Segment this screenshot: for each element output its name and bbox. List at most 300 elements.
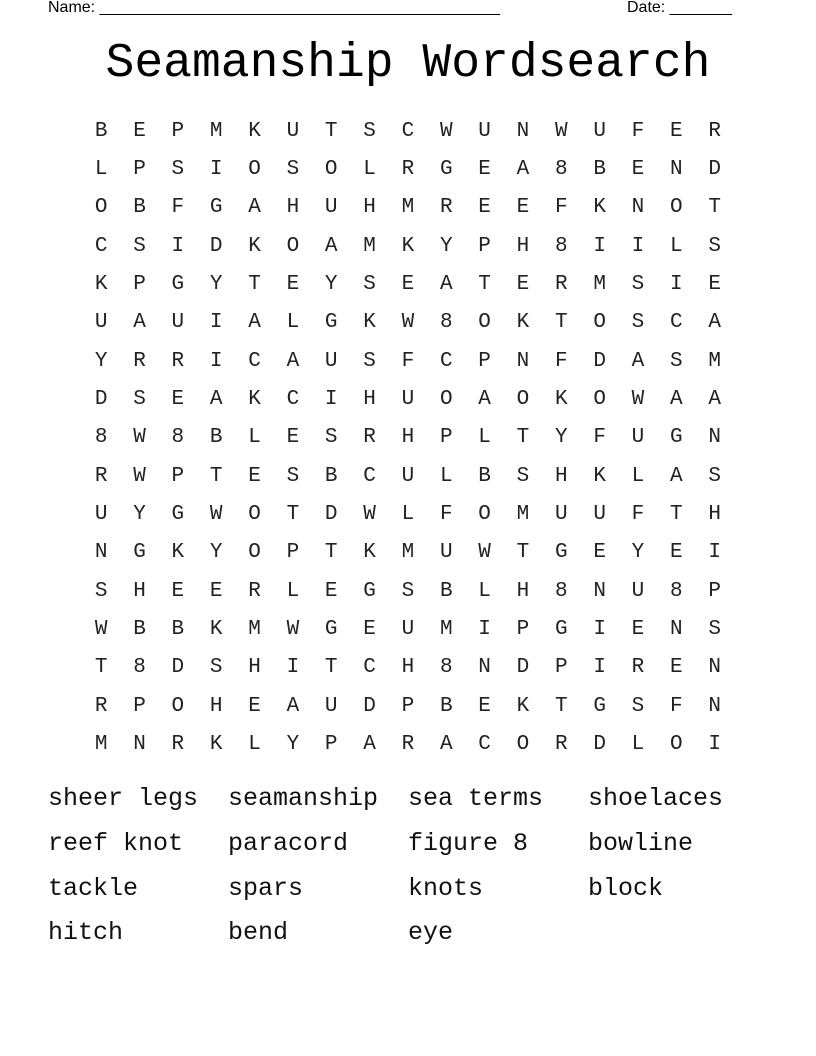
grid-cell[interactable]: U <box>593 503 606 527</box>
grid-cell[interactable]: H <box>286 196 300 220</box>
grid-cell[interactable]: T <box>516 426 530 450</box>
grid-cell[interactable]: S <box>708 464 721 488</box>
grid-cell[interactable]: P <box>133 158 146 182</box>
grid-cell[interactable]: K <box>401 234 415 258</box>
grid-cell[interactable]: 8 <box>439 311 453 335</box>
grid-cell[interactable]: H <box>248 656 261 680</box>
grid-cell[interactable]: N <box>133 733 146 757</box>
grid-cell[interactable]: Y <box>94 349 108 373</box>
grid-cell[interactable]: K <box>516 694 530 718</box>
grid-cell[interactable]: W <box>439 119 453 143</box>
grid-cell[interactable]: O <box>516 388 530 412</box>
grid-cell[interactable]: G <box>363 579 376 603</box>
grid-cell[interactable]: G <box>171 273 185 297</box>
grid-cell[interactable]: L <box>478 579 491 603</box>
grid-cell[interactable]: Y <box>631 541 645 565</box>
grid-cell[interactable]: O <box>286 234 300 258</box>
grid-cell[interactable]: I <box>593 618 606 642</box>
grid-cell[interactable]: D <box>516 656 530 680</box>
grid-cell[interactable]: L <box>286 579 300 603</box>
grid-cell[interactable]: E <box>593 541 606 565</box>
grid-cell[interactable]: F <box>439 503 453 527</box>
grid-cell[interactable]: O <box>171 694 185 718</box>
grid-cell[interactable]: A <box>286 694 300 718</box>
grid-cell[interactable]: L <box>248 426 261 450</box>
grid-cell[interactable]: O <box>439 388 453 412</box>
grid-cell[interactable]: R <box>171 349 185 373</box>
grid-cell[interactable]: C <box>363 464 376 488</box>
grid-cell[interactable]: T <box>324 119 338 143</box>
grid-cell[interactable]: E <box>670 541 683 565</box>
grid-cell[interactable]: U <box>286 119 300 143</box>
grid-cell[interactable]: S <box>324 426 338 450</box>
grid-cell[interactable]: E <box>401 273 415 297</box>
grid-cell[interactable]: P <box>554 656 568 680</box>
grid-cell[interactable]: E <box>171 388 185 412</box>
grid-cell[interactable]: U <box>401 618 415 642</box>
grid-cell[interactable]: N <box>631 196 645 220</box>
word-bank-item: figure 8 <box>408 828 529 858</box>
grid-cell[interactable]: A <box>248 196 261 220</box>
grid-cell[interactable]: A <box>439 273 453 297</box>
grid-cell[interactable]: I <box>631 234 645 258</box>
grid-cell[interactable]: I <box>324 388 338 412</box>
grid-cell[interactable]: T <box>209 464 223 488</box>
grid-cell[interactable]: L <box>248 733 261 757</box>
grid-cell[interactable]: N <box>708 656 721 680</box>
grid-cell[interactable]: U <box>401 464 415 488</box>
grid-cell[interactable]: G <box>171 503 185 527</box>
grid-cell[interactable]: A <box>324 234 338 258</box>
grid-cell[interactable]: U <box>324 349 338 373</box>
grid-cell[interactable]: M <box>248 618 261 642</box>
grid-cell[interactable]: P <box>439 426 453 450</box>
grid-cell[interactable]: K <box>554 388 568 412</box>
grid-cell[interactable]: R <box>401 158 415 182</box>
grid-cell[interactable]: N <box>516 119 530 143</box>
grid-cell[interactable]: 8 <box>670 579 683 603</box>
grid-cell[interactable]: N <box>593 579 606 603</box>
grid-cell[interactable]: T <box>286 503 300 527</box>
grid-cell[interactable]: U <box>171 311 185 335</box>
grid-cell[interactable]: E <box>248 464 261 488</box>
grid-cell[interactable]: S <box>286 158 300 182</box>
grid-cell[interactable]: H <box>708 503 721 527</box>
grid-cell[interactable]: C <box>94 234 108 258</box>
grid-cell[interactable]: A <box>248 311 261 335</box>
grid-cell[interactable]: O <box>248 158 261 182</box>
grid-cell[interactable]: S <box>133 388 146 412</box>
grid-cell[interactable]: I <box>171 234 185 258</box>
grid-cell[interactable]: C <box>478 733 491 757</box>
grid-cell[interactable]: Y <box>209 541 223 565</box>
grid-cell[interactable]: K <box>516 311 530 335</box>
grid-cell[interactable]: R <box>133 349 146 373</box>
grid-cell[interactable]: E <box>708 273 721 297</box>
grid-cell[interactable]: A <box>209 388 223 412</box>
grid-cell[interactable]: R <box>401 733 415 757</box>
grid-cell[interactable]: H <box>363 388 376 412</box>
grid-cell[interactable]: U <box>401 388 415 412</box>
grid-cell[interactable]: S <box>401 579 415 603</box>
grid-cell[interactable]: S <box>363 349 376 373</box>
date-field[interactable]: Date: _______ <box>627 0 732 16</box>
grid-cell[interactable]: K <box>363 541 376 565</box>
grid-cell[interactable]: E <box>670 119 683 143</box>
grid-cell[interactable]: Y <box>439 234 453 258</box>
grid-cell[interactable]: P <box>708 579 721 603</box>
grid-cell[interactable]: E <box>516 196 530 220</box>
grid-cell[interactable]: H <box>401 656 415 680</box>
grid-cell[interactable]: A <box>439 733 453 757</box>
grid-cell[interactable]: R <box>363 426 376 450</box>
grid-cell[interactable]: P <box>478 234 491 258</box>
grid-cell[interactable]: M <box>94 733 108 757</box>
grid-cell[interactable]: M <box>439 618 453 642</box>
grid-cell[interactable]: U <box>478 119 491 143</box>
grid-cell[interactable]: C <box>286 388 300 412</box>
grid-cell[interactable]: P <box>133 273 146 297</box>
grid-cell[interactable]: N <box>670 618 683 642</box>
grid-cell[interactable]: T <box>324 656 338 680</box>
grid-cell[interactable]: U <box>554 503 568 527</box>
grid-cell[interactable]: S <box>209 656 223 680</box>
grid-cell[interactable]: I <box>670 273 683 297</box>
grid-cell[interactable]: R <box>708 119 721 143</box>
grid-cell[interactable]: D <box>363 694 376 718</box>
grid-cell[interactable]: U <box>324 694 338 718</box>
grid-cell[interactable]: E <box>324 579 338 603</box>
grid-cell[interactable]: E <box>209 579 223 603</box>
grid-cell[interactable]: Y <box>133 503 146 527</box>
grid-cell[interactable]: K <box>593 196 606 220</box>
grid-cell[interactable]: K <box>248 234 261 258</box>
grid-cell[interactable]: D <box>94 388 108 412</box>
grid-cell[interactable]: F <box>171 196 185 220</box>
grid-cell[interactable]: B <box>133 618 146 642</box>
grid-cell[interactable]: I <box>286 656 300 680</box>
grid-cell[interactable]: P <box>286 541 300 565</box>
grid-cell[interactable]: E <box>478 196 491 220</box>
grid-cell[interactable]: L <box>286 311 300 335</box>
grid-cell[interactable]: B <box>171 618 185 642</box>
grid-cell[interactable]: K <box>248 119 261 143</box>
grid-cell[interactable]: R <box>439 196 453 220</box>
grid-cell[interactable]: G <box>324 618 338 642</box>
grid-cell[interactable]: R <box>554 733 568 757</box>
grid-cell[interactable]: L <box>439 464 453 488</box>
grid-cell[interactable]: R <box>171 733 185 757</box>
grid-cell[interactable]: C <box>363 656 376 680</box>
grid-cell[interactable]: P <box>324 733 338 757</box>
grid-cell[interactable]: F <box>401 349 415 373</box>
grid-cell[interactable]: U <box>439 541 453 565</box>
grid-cell[interactable]: N <box>708 426 721 450</box>
grid-cell[interactable]: Y <box>554 426 568 450</box>
word-bank-item: shoelaces <box>588 784 724 813</box>
grid-cell[interactable]: I <box>209 349 223 373</box>
grid-cell[interactable]: W <box>94 618 108 642</box>
page-title: Seamanship Wordsearch <box>105 37 711 91</box>
grid-cell[interactable]: E <box>478 694 491 718</box>
grid-cell[interactable]: Y <box>209 273 223 297</box>
grid-cell[interactable]: B <box>439 694 453 718</box>
grid-cell[interactable]: Y <box>286 733 300 757</box>
grid-cell[interactable]: O <box>248 503 261 527</box>
grid-cell[interactable]: F <box>554 196 568 220</box>
grid-cell[interactable]: L <box>478 426 491 450</box>
grid-cell[interactable]: I <box>708 541 721 565</box>
grid-cell[interactable]: O <box>516 733 530 757</box>
grid-cell[interactable]: I <box>478 618 491 642</box>
grid-cell[interactable]: A <box>133 311 146 335</box>
grid-cell[interactable]: L <box>401 503 415 527</box>
grid-cell[interactable]: P <box>401 694 415 718</box>
grid-cell[interactable]: O <box>94 196 108 220</box>
grid-cell[interactable]: I <box>708 733 721 757</box>
grid-cell[interactable]: H <box>554 464 568 488</box>
grid-cell[interactable]: E <box>133 119 146 143</box>
grid-cell[interactable]: T <box>516 541 530 565</box>
grid-cell[interactable]: E <box>171 579 185 603</box>
grid-cell[interactable]: B <box>439 579 453 603</box>
grid-cell[interactable]: G <box>324 311 338 335</box>
grid-cell[interactable]: S <box>363 119 376 143</box>
grid-cell[interactable]: O <box>478 311 491 335</box>
grid-cell[interactable]: B <box>478 464 491 488</box>
grid-cell[interactable]: F <box>554 349 568 373</box>
grid-cell[interactable]: M <box>593 273 606 297</box>
grid-cell[interactable]: D <box>593 733 606 757</box>
grid-cell[interactable]: L <box>670 234 683 258</box>
grid-cell[interactable]: 8 <box>554 579 568 603</box>
grid-cell[interactable]: T <box>478 273 491 297</box>
grid-cell[interactable]: A <box>708 311 721 335</box>
grid-cell[interactable]: A <box>363 733 376 757</box>
grid-cell[interactable]: K <box>593 464 606 488</box>
grid-cell[interactable]: M <box>363 234 376 258</box>
grid-cell[interactable]: L <box>631 464 645 488</box>
grid-cell[interactable]: A <box>516 158 530 182</box>
grid-cell[interactable]: K <box>363 311 376 335</box>
grid-cell[interactable]: T <box>670 503 683 527</box>
grid-cell[interactable]: G <box>133 541 146 565</box>
grid-cell[interactable]: F <box>593 426 606 450</box>
grid-cell[interactable]: K <box>209 733 223 757</box>
grid-cell[interactable]: 8 <box>554 158 568 182</box>
grid-cell[interactable]: G <box>554 541 568 565</box>
grid-cell[interactable]: O <box>670 196 683 220</box>
grid-cell[interactable]: H <box>516 234 530 258</box>
grid-cell[interactable]: M <box>401 196 415 220</box>
grid-cell[interactable]: D <box>593 349 606 373</box>
grid-cell[interactable]: O <box>324 158 338 182</box>
grid-cell[interactable]: H <box>401 426 415 450</box>
grid-cell[interactable]: F <box>670 694 683 718</box>
grid-cell[interactable]: S <box>708 234 721 258</box>
grid-cell[interactable]: W <box>554 119 568 143</box>
grid-cell[interactable]: B <box>133 196 146 220</box>
grid-cell[interactable]: G <box>439 158 453 182</box>
grid-cell[interactable]: S <box>631 273 645 297</box>
grid-cell[interactable]: L <box>363 158 376 182</box>
grid-cell[interactable]: T <box>324 541 338 565</box>
grid-cell[interactable]: 8 <box>554 234 568 258</box>
grid-cell[interactable]: L <box>94 158 108 182</box>
grid-cell[interactable]: H <box>209 694 223 718</box>
grid-cell[interactable]: I <box>593 656 606 680</box>
grid-cell[interactable]: W <box>631 388 645 412</box>
name-field[interactable]: Name: _____________________________________________ <box>48 0 500 16</box>
grid-cell[interactable]: H <box>133 579 146 603</box>
grid-cell[interactable]: O <box>593 388 606 412</box>
grid-cell[interactable]: P <box>516 618 530 642</box>
grid-cell[interactable]: S <box>133 234 146 258</box>
grid-cell[interactable]: P <box>133 694 146 718</box>
grid-cell[interactable]: B <box>94 119 108 143</box>
grid-cell[interactable]: S <box>708 618 721 642</box>
grid-cell[interactable]: 8 <box>439 656 453 680</box>
grid-cell[interactable]: A <box>670 464 683 488</box>
grid-cell[interactable]: N <box>94 541 108 565</box>
grid-cell[interactable]: O <box>248 541 261 565</box>
grid-cell[interactable]: S <box>670 349 683 373</box>
grid-cell[interactable]: W <box>478 541 491 565</box>
grid-cell[interactable]: D <box>324 503 338 527</box>
grid-cell[interactable]: K <box>248 388 261 412</box>
grid-cell[interactable]: D <box>171 656 185 680</box>
grid-cell[interactable]: A <box>286 349 300 373</box>
grid-cell[interactable]: C <box>401 119 415 143</box>
grid-cell[interactable]: C <box>439 349 453 373</box>
grid-cell[interactable]: S <box>631 694 645 718</box>
grid-cell[interactable]: K <box>209 618 223 642</box>
grid-cell[interactable]: W <box>209 503 223 527</box>
grid-row <box>82 304 734 342</box>
grid-cell[interactable]: D <box>209 234 223 258</box>
grid-cell[interactable]: E <box>286 426 300 450</box>
grid-cell[interactable]: U <box>593 119 606 143</box>
grid-cell[interactable]: B <box>593 158 606 182</box>
grid-cell[interactable]: G <box>554 618 568 642</box>
grid-cell[interactable]: E <box>516 273 530 297</box>
grid-cell[interactable]: R <box>94 464 108 488</box>
grid-cell[interactable]: R <box>631 656 645 680</box>
grid-cell[interactable]: E <box>248 694 261 718</box>
grid-cell[interactable]: E <box>363 618 376 642</box>
grid-cell[interactable]: W <box>401 311 415 335</box>
grid-cell[interactable]: T <box>248 273 261 297</box>
grid-cell[interactable]: F <box>631 119 645 143</box>
grid-cell[interactable]: U <box>631 579 645 603</box>
grid-cell[interactable]: W <box>363 503 376 527</box>
grid-cell[interactable]: 8 <box>171 426 185 450</box>
grid-cell[interactable]: H <box>516 579 530 603</box>
grid-cell[interactable]: U <box>324 196 338 220</box>
grid-cell[interactable]: S <box>286 464 300 488</box>
grid-cell[interactable]: N <box>708 694 721 718</box>
word-bank-item: bend <box>228 918 289 948</box>
grid-cell[interactable]: E <box>631 158 645 182</box>
grid-cell[interactable]: K <box>94 273 108 297</box>
grid-cell[interactable]: U <box>94 311 108 335</box>
grid-cell[interactable]: O <box>478 503 491 527</box>
word-bank-item: tackle <box>48 873 139 903</box>
grid-cell[interactable]: S <box>171 158 185 182</box>
grid-cell[interactable]: I <box>209 158 223 182</box>
grid-cell[interactable]: S <box>516 464 530 488</box>
grid-cell[interactable]: M <box>209 119 223 143</box>
grid-cell[interactable]: P <box>478 349 491 373</box>
grid-cell[interactable]: P <box>171 464 185 488</box>
grid-cell[interactable]: W <box>133 426 146 450</box>
grid-cell[interactable]: S <box>631 311 645 335</box>
grid-cell[interactable]: R <box>248 579 261 603</box>
grid-cell[interactable]: E <box>286 273 300 297</box>
grid-cell[interactable]: T <box>554 694 568 718</box>
grid-cell[interactable]: D <box>708 158 721 182</box>
grid-cell[interactable]: G <box>670 426 683 450</box>
grid-cell[interactable]: B <box>209 426 223 450</box>
grid-cell[interactable]: E <box>670 656 683 680</box>
grid-cell[interactable]: U <box>94 503 108 527</box>
grid-cell[interactable]: W <box>286 618 300 642</box>
grid-cell[interactable]: T <box>708 196 721 220</box>
grid-row <box>82 150 734 188</box>
grid-cell[interactable]: W <box>133 464 146 488</box>
grid-cell[interactable]: H <box>363 196 376 220</box>
grid-cell[interactable]: P <box>171 119 185 143</box>
grid-cell[interactable]: O <box>670 733 683 757</box>
grid-cell[interactable]: G <box>593 694 606 718</box>
grid-cell[interactable]: C <box>248 349 261 373</box>
grid-cell[interactable]: N <box>516 349 530 373</box>
grid-cell[interactable]: U <box>631 426 645 450</box>
grid-cell[interactable]: B <box>324 464 338 488</box>
grid-cell[interactable]: C <box>670 311 683 335</box>
grid-cell[interactable]: A <box>478 388 491 412</box>
grid-cell[interactable]: I <box>593 234 606 258</box>
grid-cell[interactable]: M <box>516 503 530 527</box>
grid-cell[interactable]: 8 <box>133 656 146 680</box>
grid-cell[interactable]: R <box>94 694 108 718</box>
grid-cell[interactable]: K <box>171 541 185 565</box>
word-bank-item: reef knot <box>48 828 184 858</box>
grid-cell[interactable]: A <box>670 388 683 412</box>
grid-cell[interactable]: N <box>670 158 683 182</box>
grid-cell[interactable]: T <box>554 311 568 335</box>
grid-cell[interactable]: G <box>209 196 223 220</box>
grid-cell[interactable]: O <box>593 311 606 335</box>
grid-cell[interactable]: I <box>209 311 223 335</box>
grid-cell[interactable]: T <box>94 656 108 680</box>
grid-cell[interactable]: E <box>478 158 491 182</box>
grid-cell[interactable]: E <box>631 618 645 642</box>
grid-cell[interactable]: S <box>363 273 376 297</box>
grid-cell[interactable]: R <box>554 273 568 297</box>
grid-cell[interactable]: N <box>478 656 491 680</box>
grid-cell[interactable]: S <box>94 579 108 603</box>
grid-cell[interactable]: L <box>631 733 645 757</box>
grid-cell[interactable]: M <box>401 541 415 565</box>
grid-row <box>82 112 734 150</box>
grid-cell[interactable]: 8 <box>94 426 108 450</box>
grid-cell[interactable]: A <box>631 349 645 373</box>
grid-cell[interactable]: F <box>631 503 645 527</box>
grid-cell[interactable]: A <box>708 388 721 412</box>
grid-cell[interactable]: Y <box>324 273 338 297</box>
grid-cell[interactable]: M <box>708 349 721 373</box>
